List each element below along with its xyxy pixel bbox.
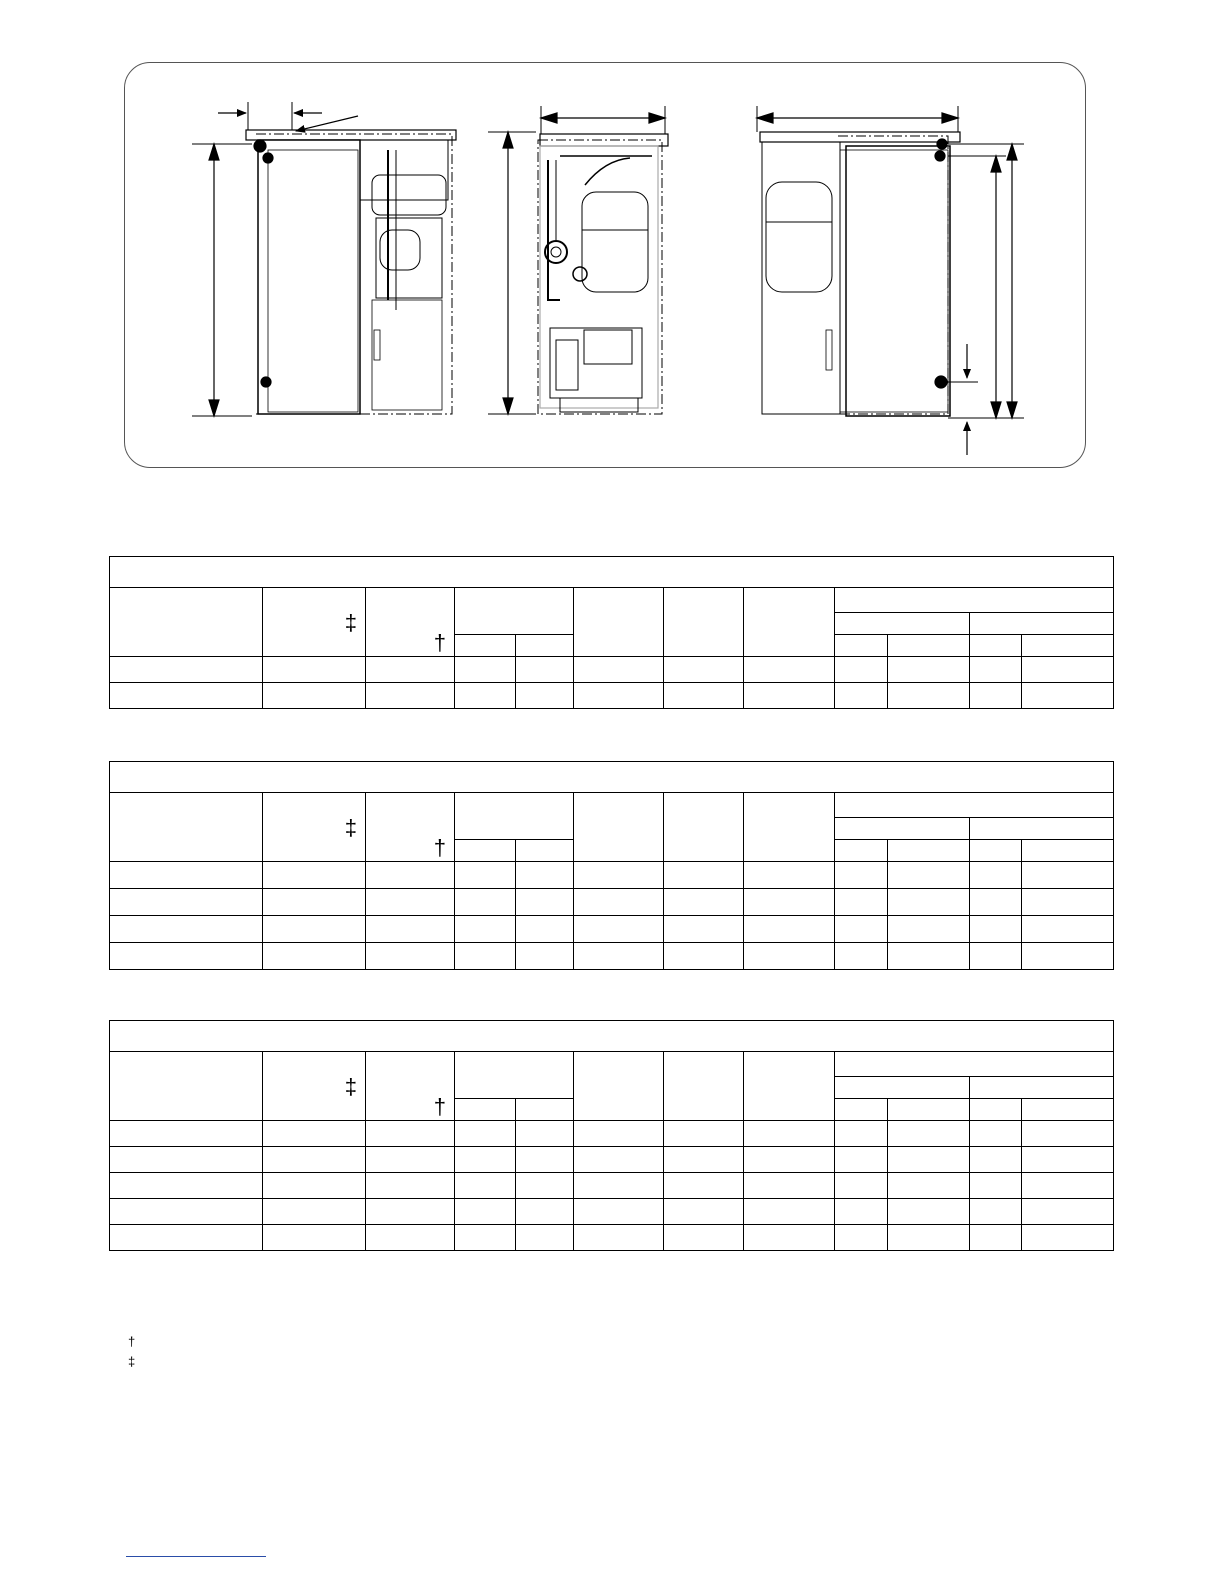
table-cell: [744, 1225, 835, 1251]
dagger-mark: †: [433, 1094, 446, 1119]
table-cell: [970, 862, 1022, 889]
table-cell: [455, 862, 516, 889]
header-cell: [366, 793, 455, 862]
footnote-symbol: ‡: [128, 1354, 136, 1369]
table-cell: [574, 1147, 664, 1173]
spec-table-2: [109, 761, 1114, 970]
table-cell: [664, 1121, 744, 1147]
table-cell: [516, 1199, 574, 1225]
table-cell: [970, 889, 1022, 916]
table-cell: [455, 916, 516, 943]
table-cell: [263, 657, 366, 683]
header-cell: [835, 613, 970, 635]
header-cell: [574, 793, 664, 862]
table-cell: [744, 657, 835, 683]
table-cell: [574, 1225, 664, 1251]
header-cell: [835, 818, 970, 840]
table-cell: [263, 1225, 366, 1251]
header-cell: [835, 1099, 888, 1121]
table-cell: [744, 862, 835, 889]
table-cell: [664, 1173, 744, 1199]
header-cell: [664, 793, 744, 862]
table-cell: [1022, 889, 1114, 916]
table-cell: [263, 943, 366, 970]
table-cell: [574, 862, 664, 889]
side-view-left: [192, 102, 456, 416]
table-cell: [263, 862, 366, 889]
header-cell: [970, 1077, 1114, 1099]
table-cell: [110, 1121, 263, 1147]
table-row: [110, 1199, 1114, 1225]
table-cell: [744, 1147, 835, 1173]
header-cell: [835, 1052, 1114, 1077]
table-cell: [664, 916, 744, 943]
dagger-mark: †: [433, 835, 446, 860]
header-cell: [455, 1052, 574, 1099]
table-cell: [110, 1225, 263, 1251]
table-cell: [888, 1225, 970, 1251]
double-dagger-mark: ‡: [344, 815, 357, 840]
table-row: [110, 1173, 1114, 1199]
table-cell: [263, 1199, 366, 1225]
table-cell: [835, 1225, 888, 1251]
header-cell: [744, 1052, 835, 1121]
bottom-link-underline[interactable]: [126, 1556, 266, 1557]
table-cell: [888, 1199, 970, 1225]
header-cell: [835, 840, 888, 862]
table-cell: [970, 943, 1022, 970]
table-cell: [970, 657, 1022, 683]
table-cell: [970, 1147, 1022, 1173]
table-cell: [1022, 862, 1114, 889]
table-cell: [516, 657, 574, 683]
side-view-right: [757, 106, 1024, 455]
dagger-mark: †: [433, 630, 446, 655]
table-cell: [1022, 1199, 1114, 1225]
table-cell: [455, 1199, 516, 1225]
header-cell: [574, 1052, 664, 1121]
table-cell: [516, 889, 574, 916]
table-cell: [1022, 1173, 1114, 1199]
table-cell: [110, 889, 263, 916]
table-row: [110, 889, 1114, 916]
table-title-cell: [110, 1021, 1114, 1052]
header-cell: [835, 793, 1114, 818]
header-cell: [455, 840, 516, 862]
header-cell: [366, 1052, 455, 1121]
table-cell: [744, 889, 835, 916]
table-cell: [366, 1147, 455, 1173]
table-cell: [110, 943, 263, 970]
table-cell: [263, 683, 366, 709]
table-cell: [574, 683, 664, 709]
table-cell: [970, 1173, 1022, 1199]
header-cell: [835, 1077, 970, 1099]
double-dagger-mark: ‡: [344, 1074, 357, 1099]
table-cell: [516, 1225, 574, 1251]
table-cell: [516, 1121, 574, 1147]
table-cell: [516, 943, 574, 970]
header-cell: [516, 840, 574, 862]
table-cell: [970, 1121, 1022, 1147]
table-cell: [744, 683, 835, 709]
header-cell: [574, 588, 664, 657]
footnote-double-dagger: [128, 1352, 135, 1372]
table-cell: [110, 683, 263, 709]
table-cell: [888, 943, 970, 970]
table-cell: [110, 657, 263, 683]
table-cell: [366, 889, 455, 916]
header-cell: [516, 635, 574, 657]
table-cell: [516, 1173, 574, 1199]
table-cell: [1022, 657, 1114, 683]
table-row: [110, 916, 1114, 943]
header-cell: [664, 588, 744, 657]
table-cell: [455, 1147, 516, 1173]
table-row: [110, 943, 1114, 970]
table-cell: [744, 1199, 835, 1225]
table-cell: [455, 889, 516, 916]
header-cell: [970, 1099, 1022, 1121]
table-cell: [835, 1199, 888, 1225]
table-cell: [110, 916, 263, 943]
table-cell: [516, 916, 574, 943]
footnotes: [128, 1332, 135, 1372]
header-cell: [263, 793, 366, 862]
header-cell: [1022, 840, 1114, 862]
table-cell: [263, 916, 366, 943]
table-cell: [970, 1199, 1022, 1225]
table-title-cell: [110, 557, 1114, 588]
header-cell: [888, 840, 970, 862]
table-cell: [574, 943, 664, 970]
header-cell: [110, 1052, 263, 1121]
table-cell: [664, 862, 744, 889]
table-cell: [366, 657, 455, 683]
header-cell: [888, 635, 970, 657]
table-cell: [835, 889, 888, 916]
table-cell: [574, 889, 664, 916]
table-cell: [574, 1121, 664, 1147]
table-cell: [1022, 943, 1114, 970]
table-row: [110, 1225, 1114, 1251]
table-cell: [110, 1173, 263, 1199]
table-cell: [888, 916, 970, 943]
table-cell: [888, 862, 970, 889]
table-cell: [744, 1173, 835, 1199]
table-cell: [970, 916, 1022, 943]
header-cell: [366, 588, 455, 657]
table-cell: [574, 1173, 664, 1199]
table-cell: [455, 1225, 516, 1251]
table-cell: [888, 1147, 970, 1173]
table-cell: [263, 1121, 366, 1147]
table-cell: [664, 1225, 744, 1251]
table-cell: [744, 943, 835, 970]
header-cell: [263, 588, 366, 657]
header-cell: [455, 635, 516, 657]
table-cell: [744, 1121, 835, 1147]
table-cell: [263, 889, 366, 916]
table-cell: [516, 683, 574, 709]
table-cell: [263, 1173, 366, 1199]
table-cell: [455, 657, 516, 683]
table-cell: [574, 916, 664, 943]
table-cell: [110, 1147, 263, 1173]
header-cell: [664, 1052, 744, 1121]
table-cell: [455, 1121, 516, 1147]
table-cell: [888, 657, 970, 683]
header-cell: [970, 818, 1114, 840]
table-cell: [835, 683, 888, 709]
table-cell: [366, 1199, 455, 1225]
table-cell: [366, 683, 455, 709]
header-cell: [455, 793, 574, 840]
header-cell: [888, 1099, 970, 1121]
table-cell: [888, 889, 970, 916]
table-cell: [1022, 1121, 1114, 1147]
table-cell: [366, 1173, 455, 1199]
table-cell: [835, 1173, 888, 1199]
table-cell: [366, 1225, 455, 1251]
header-cell: [1022, 1099, 1114, 1121]
table-row: [110, 862, 1114, 889]
header-cell: [835, 588, 1114, 613]
header-cell: [455, 1099, 516, 1121]
table-cell: [664, 943, 744, 970]
header-cell: [1022, 635, 1114, 657]
table-cell: [835, 943, 888, 970]
table-cell: [888, 1173, 970, 1199]
table-cell: [835, 916, 888, 943]
table-cell: [263, 1147, 366, 1173]
table-cell: [574, 1199, 664, 1225]
header-cell: [744, 793, 835, 862]
table-row: [110, 1121, 1114, 1147]
dimension-diagram: [0, 0, 1224, 480]
table-cell: [664, 1199, 744, 1225]
table-cell: [835, 1121, 888, 1147]
spec-table-3: [109, 1020, 1114, 1251]
table-cell: [888, 1121, 970, 1147]
table-cell: [574, 657, 664, 683]
footnote-dagger: [128, 1332, 135, 1352]
table-cell: [516, 1147, 574, 1173]
header-cell: [970, 840, 1022, 862]
header-cell: [970, 635, 1022, 657]
table-cell: [110, 862, 263, 889]
table-cell: [455, 943, 516, 970]
table-cell: [1022, 683, 1114, 709]
header-cell: [744, 588, 835, 657]
table-row: [110, 657, 1114, 683]
table-cell: [366, 916, 455, 943]
front-view: [488, 106, 668, 414]
table-cell: [455, 1173, 516, 1199]
header-cell: [110, 588, 263, 657]
table-cell: [970, 683, 1022, 709]
table-cell: [970, 1225, 1022, 1251]
table-cell: [664, 889, 744, 916]
header-cell: [835, 635, 888, 657]
table-row: [110, 683, 1114, 709]
table-cell: [835, 657, 888, 683]
header-cell: [970, 613, 1114, 635]
table-cell: [366, 943, 455, 970]
table-cell: [664, 683, 744, 709]
table-cell: [110, 1199, 263, 1225]
table-cell: [366, 1121, 455, 1147]
table-cell: [455, 683, 516, 709]
table-cell: [835, 1147, 888, 1173]
table-cell: [664, 1147, 744, 1173]
table-title-cell: [110, 762, 1114, 793]
header-cell: [110, 793, 263, 862]
table-cell: [744, 916, 835, 943]
table-cell: [664, 657, 744, 683]
table-cell: [1022, 1225, 1114, 1251]
table-row: [110, 1147, 1114, 1173]
table-cell: [1022, 916, 1114, 943]
table-cell: [888, 683, 970, 709]
header-cell: [455, 588, 574, 635]
double-dagger-mark: ‡: [344, 610, 357, 635]
header-cell: [516, 1099, 574, 1121]
table-cell: [1022, 1147, 1114, 1173]
table-cell: [516, 862, 574, 889]
spec-table-1: [109, 556, 1114, 709]
footnote-symbol: †: [128, 1334, 136, 1349]
table-cell: [835, 862, 888, 889]
header-cell: [263, 1052, 366, 1121]
table-cell: [366, 862, 455, 889]
